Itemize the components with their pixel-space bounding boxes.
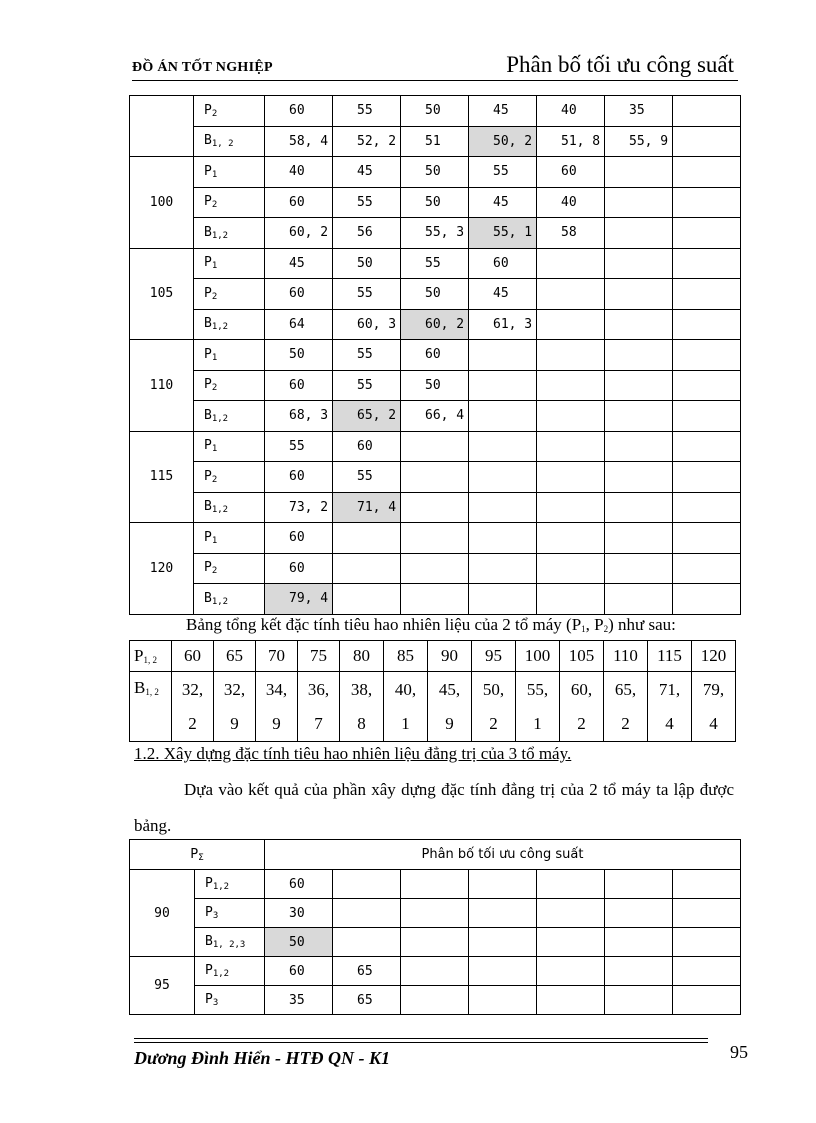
row-label-p1: $P_1$ [194,523,265,554]
p1-cell [605,248,673,279]
b12-cell: 60, 2 [401,309,469,340]
p12-cell: 70 [256,641,298,672]
b12-cell [333,584,401,615]
b12-cell [469,584,537,615]
table-row [130,870,741,899]
b12-cell [605,309,673,340]
p1-cell: 55 [469,157,537,188]
row-label-r1: $P_{1,2}$ [195,870,265,899]
row-label-p2: $P_2$ [194,96,265,127]
row-label-p2: $P_2$ [194,462,265,493]
r3-cell [469,928,537,957]
row-label-p2: $P_2$ [194,553,265,584]
load-cell: 95 [130,957,195,1015]
p2-cell: 35 [605,96,673,127]
p1-cell [401,431,469,462]
b12-cell: 65, 2 [333,401,401,432]
b12-cell [673,492,741,523]
r2-cell [401,986,469,1015]
table-row [130,584,741,615]
b12-cell [537,309,605,340]
b12-cell: 55, 1 [516,672,560,742]
table-row [130,157,741,188]
b12-cell: 32, 2 [172,672,214,742]
p12-cell: 75 [298,641,340,672]
summary-table-2-units [129,640,736,742]
p1-cell: 50 [265,340,333,371]
b12-cell: 71, 4 [333,492,401,523]
footer-rule-top [134,1038,708,1039]
r2-cell [537,986,605,1015]
p1-cell: 45 [265,248,333,279]
p2-cell: 60 [265,279,333,310]
r1-cell [605,957,673,986]
p1-cell [469,523,537,554]
p2-cell [401,553,469,584]
p1-cell: 55 [333,340,401,371]
p2-cell [605,462,673,493]
p1-cell [537,523,605,554]
p12-cell: 120 [692,641,736,672]
r3-cell [401,928,469,957]
b12-cell [673,401,741,432]
optimal-distribution-table-3-units [129,839,741,1015]
p2-cell: 40 [537,96,605,127]
p2-cell [469,462,537,493]
b12-cell: 38, 8 [340,672,384,742]
p2-cell [673,187,741,218]
b12-cell: 34, 9 [256,672,298,742]
b12-cell: 45, 9 [428,672,472,742]
table-row [130,187,741,218]
p1-cell [469,431,537,462]
p2-cell: 45 [469,96,537,127]
row-label-r2: $P_3$ [195,899,265,928]
p2-cell: 55 [333,462,401,493]
b12-cell: 50, 2 [472,672,516,742]
row-label-b12: $B_{1, 2}$ [130,672,172,742]
b12-cell: 51, 8 [537,126,605,157]
b12-cell [673,309,741,340]
p2-cell [469,553,537,584]
b12-cell [605,584,673,615]
table-row [130,899,741,928]
r2-cell [605,899,673,928]
r1-cell: 65 [333,957,401,986]
p2-cell: 50 [401,96,469,127]
p2-cell [673,96,741,127]
p12-cell: 80 [340,641,384,672]
b12-cell: 58 [537,218,605,249]
row-label-b12: $B_{1,2}$ [194,218,265,249]
p1-cell: 60 [401,340,469,371]
table-row [130,248,741,279]
summary-caption: Bảng tổng kết đặc tính tiêu hao nhiên liệu của 2 tổ máy ($P_1$, $P_2$) như sau: [186,615,676,634]
r2-cell: 65 [333,986,401,1015]
r2-cell [469,986,537,1015]
p1-cell [469,340,537,371]
b12-cell [673,126,741,157]
table-row [130,492,741,523]
table-row [130,96,741,127]
p1-cell [673,157,741,188]
p1-cell [605,431,673,462]
p2-cell: 45 [469,279,537,310]
b12-cell: 52, 2 [333,126,401,157]
b12-cell: 79, 4 [692,672,736,742]
p1-cell [537,431,605,462]
p2-cell: 60 [265,187,333,218]
table-row [130,553,741,584]
p1-cell [673,340,741,371]
r3-cell: 50 [265,928,333,957]
table-row [130,986,741,1015]
b12-cell: 65, 2 [604,672,648,742]
row-label-p12: $P_{1, 2}$ [130,641,172,672]
row-label-b12: $B_{1,2}$ [194,492,265,523]
b12-cell: 61, 3 [469,309,537,340]
row-label-r1: $P_{1,2}$ [195,957,265,986]
b12-cell [537,584,605,615]
table-row [130,401,741,432]
p2-cell: 60 [265,370,333,401]
b12-cell: 64 [265,309,333,340]
p2-cell: 55 [333,279,401,310]
p2-cell: 60 [265,462,333,493]
b12-cell: 55, 1 [469,218,537,249]
row-label-b12: $B_{1,2}$ [194,309,265,340]
r2-cell [673,899,741,928]
row-label-b12: $B_{1, 2}$ [194,126,265,157]
header-distribution: Phân bố tối ưu công suất [265,840,741,870]
p1-cell: 50 [333,248,401,279]
b12-cell [401,492,469,523]
table-row [130,126,741,157]
table-row [130,928,741,957]
row-label-r3: $B_{1, 2,3}$ [195,928,265,957]
b12-cell: 60, 2 [265,218,333,249]
row-label-p1: $P_1$ [194,157,265,188]
table-row [130,672,736,742]
r3-cell [605,928,673,957]
r1-cell [333,870,401,899]
p12-cell: 100 [516,641,560,672]
load-cell-continued [130,96,194,157]
r3-cell [333,928,401,957]
r1-cell [469,957,537,986]
table-row [130,370,741,401]
footer-author: Dương Đình Hiển - HTĐ QN - K1 [134,1048,390,1068]
p2-cell [605,279,673,310]
r2-cell: 30 [265,899,333,928]
b12-cell: 55, 3 [401,218,469,249]
b12-cell: 73, 2 [265,492,333,523]
p2-cell: 55 [333,96,401,127]
load-cell: 120 [130,523,194,615]
p1-cell: 50 [401,157,469,188]
b12-cell: 40, 1 [384,672,428,742]
table-row [130,462,741,493]
r1-cell: 60 [265,957,333,986]
b12-cell: 50, 2 [469,126,537,157]
table-row [130,279,741,310]
p1-cell [673,248,741,279]
section-heading-1-2: 1.2. Xây dựng đặc tính tiêu hao nhiên liệu đẳng trị của 3 tổ máy. [134,744,572,763]
p1-cell [673,523,741,554]
p2-cell [333,553,401,584]
b12-cell [673,218,741,249]
b12-cell: 55, 9 [605,126,673,157]
p2-cell [469,370,537,401]
r3-cell [537,928,605,957]
r1-cell [401,957,469,986]
r2-cell [605,986,673,1015]
r1-cell [605,870,673,899]
p2-cell [537,553,605,584]
b12-cell [469,492,537,523]
b12-cell [537,401,605,432]
b12-cell: 56 [333,218,401,249]
p12-cell: 110 [604,641,648,672]
page-header [132,48,738,80]
p1-cell: 60 [537,157,605,188]
p1-cell: 55 [265,431,333,462]
p1-cell: 60 [265,523,333,554]
optimal-distribution-table-2-units [129,95,741,615]
b12-cell [605,401,673,432]
p2-cell [673,553,741,584]
p2-cell: 60 [265,553,333,584]
p12-cell: 65 [214,641,256,672]
b12-cell: 68, 3 [265,401,333,432]
load-cell: 90 [130,870,195,957]
p1-cell [605,157,673,188]
r2-cell [333,899,401,928]
b12-cell: 36, 7 [298,672,340,742]
row-label-b12: $B_{1,2}$ [194,401,265,432]
r2-cell [537,899,605,928]
b12-cell: 60, 2 [560,672,604,742]
r1-cell [673,957,741,986]
p1-cell: 45 [333,157,401,188]
b12-cell [401,584,469,615]
row-label-p2: $P_2$ [194,370,265,401]
footer-rule-bottom [134,1042,708,1043]
p2-cell: 50 [401,370,469,401]
r2-cell: 35 [265,986,333,1015]
row-label-p2: $P_2$ [194,187,265,218]
b12-cell: 51 [401,126,469,157]
load-cell: 105 [130,248,194,340]
b12-cell [605,492,673,523]
p2-cell [673,370,741,401]
b12-cell [605,218,673,249]
p1-cell: 40 [265,157,333,188]
p2-cell [537,279,605,310]
p2-cell: 40 [537,187,605,218]
p2-cell: 50 [401,279,469,310]
p12-cell: 60 [172,641,214,672]
page-number: 95 [730,1042,748,1062]
p2-cell [537,462,605,493]
row-label-r2: $P_3$ [195,986,265,1015]
p2-cell: 50 [401,187,469,218]
load-cell: 110 [130,340,194,432]
p2-cell [401,462,469,493]
p12-cell: 105 [560,641,604,672]
header-rule [132,80,738,81]
b12-cell [469,401,537,432]
b12-cell: 71, 4 [648,672,692,742]
r1-cell [401,870,469,899]
b12-cell: 32, 9 [214,672,256,742]
table-row [130,431,741,462]
p1-cell [401,523,469,554]
p1-cell: 60 [469,248,537,279]
p12-cell: 85 [384,641,428,672]
b12-cell [673,584,741,615]
p1-cell [673,431,741,462]
row-label-p1: $P_1$ [194,248,265,279]
intro-paragraph: Dựa vào kết quả của phần xây dựng đặc tính đẳng trị của 2 tổ máy ta lập được bảng. [134,780,734,835]
p1-cell [605,340,673,371]
load-cell: 100 [130,157,194,249]
b12-cell: 66, 4 [401,401,469,432]
p2-cell [605,553,673,584]
r1-cell [537,870,605,899]
p2-cell [605,187,673,218]
header-p-sigma: $P_\Sigma$ [130,840,265,870]
r1-cell: 60 [265,870,333,899]
b12-cell [537,492,605,523]
r1-cell [537,957,605,986]
r1-cell [673,870,741,899]
r2-cell [469,899,537,928]
p2-cell: 55 [333,370,401,401]
table-row [130,309,741,340]
p1-cell [537,248,605,279]
p1-cell: 60 [333,431,401,462]
p12-cell: 115 [648,641,692,672]
p12-cell: 90 [428,641,472,672]
row-label-p1: $P_1$ [194,431,265,462]
row-label-p1: $P_1$ [194,340,265,371]
table-header-row [130,840,741,870]
p2-cell [673,462,741,493]
p1-cell [333,523,401,554]
row-label-p2: $P_2$ [194,279,265,310]
p1-cell [605,523,673,554]
p2-cell: 55 [333,187,401,218]
b12-cell: 79, 4 [265,584,333,615]
r1-cell [469,870,537,899]
p2-cell [673,279,741,310]
load-cell: 115 [130,431,194,523]
r2-cell [673,986,741,1015]
table-row [130,641,736,672]
header-chapter-title: Phân bố tối ưu công suất [506,52,734,77]
r2-cell [401,899,469,928]
p2-cell: 45 [469,187,537,218]
table-row [130,957,741,986]
r3-cell [673,928,741,957]
p1-cell [537,340,605,371]
p1-cell: 55 [401,248,469,279]
header-thesis-label: ĐỒ ÁN TỐT NGHIỆP [132,60,273,75]
p2-cell: 60 [265,96,333,127]
b12-cell: 58, 4 [265,126,333,157]
table-row [130,340,741,371]
p12-cell: 95 [472,641,516,672]
p2-cell [537,370,605,401]
p2-cell [605,370,673,401]
table-row [130,523,741,554]
row-label-b12: $B_{1,2}$ [194,584,265,615]
table-row [130,218,741,249]
b12-cell: 60, 3 [333,309,401,340]
